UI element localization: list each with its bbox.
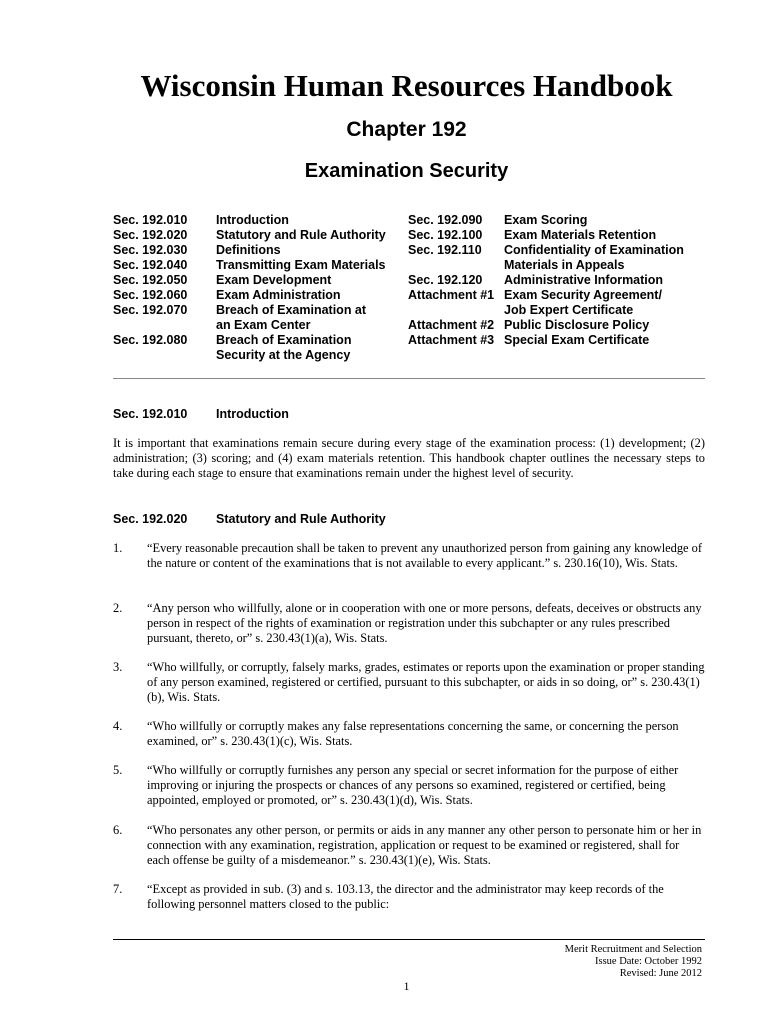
toc-section-number: Attachment #2 [408, 318, 495, 332]
toc-section-number: Sec. 192.090 [408, 213, 483, 227]
toc-section-number: Sec. 192.050 [113, 273, 188, 287]
toc-section-title: Confidentiality of Examination [504, 243, 684, 257]
toc-section-title: Exam Materials Retention [504, 228, 657, 242]
document-title: Wisconsin Human Resources Handbook [140, 68, 673, 103]
toc-section-title: Exam Development [216, 273, 332, 287]
list-item-number: 6. [113, 823, 123, 837]
list-item-text: “Who willfully or corruptly furnishes any person any special or secret information for the purpose of either improving or injuring the prospects or chances of any persons so examined, registered or certified, being appointed, employed or promoted, or” s. 230.43(1)(d), Wis. Stats. [147, 763, 679, 807]
list-item-text: “Except as provided in sub. (3) and s. 103.13, the director and the administrator may keep records of the following personnel matters closed to the public: [147, 882, 664, 911]
toc-section-title: Security at the Agency [216, 348, 351, 362]
toc-section-title: Breach of Examination at [216, 303, 367, 317]
toc-section-title: Special Exam Certificate [504, 333, 650, 347]
list-item-text: “Who willfully, or corruptly, falsely marks, grades, estimates or reports upon the examination or proper standing of any person examined, registered or certified, pursuant to this subchapter, or aids in so doing, or” s. 230.43(1)(b), Wis. Stats. [147, 660, 705, 704]
authority-list [113, 541, 705, 921]
footer-department: Merit Recruitment and Selection [564, 944, 702, 955]
toc-section-number: Sec. 192.080 [113, 333, 188, 347]
page-footer [565, 944, 702, 980]
section-number: Sec. 192.010 [113, 407, 188, 421]
list-item-text: “Who willfully or corruptly makes any false representations concerning the same, or concerning the person examined, or” s. 230.43(1)(c), Wis. Stats. [147, 719, 679, 748]
toc-section-title: Transmitting Exam Materials [216, 258, 386, 272]
toc-section-number: Sec. 192.040 [113, 258, 188, 272]
toc-section-number: Sec. 192.010 [113, 213, 188, 227]
page-number: 1 [403, 979, 410, 993]
toc-section-number: Sec. 192.110 [408, 243, 482, 257]
list-item-number: 7. [113, 882, 123, 896]
section-title: Statutory and Rule Authority [216, 512, 386, 526]
toc-section-number: Attachment #3 [408, 333, 495, 347]
toc-section-title: Job Expert Certificate [504, 303, 634, 317]
toc-section-number: Sec. 192.020 [113, 228, 188, 242]
toc-section-title: Public Disclosure Policy [504, 318, 650, 332]
toc-section-number: Sec. 192.100 [408, 228, 483, 242]
list-item-number: 1. [113, 541, 123, 555]
toc-section-number: Sec. 192.120 [408, 273, 483, 287]
footer-revised-date: Revised: June 2012 [619, 968, 702, 979]
toc-section-title: Exam Security Agreement/ [504, 288, 662, 302]
toc-section-title: Administrative Information [504, 273, 664, 287]
toc-section-title: Introduction [216, 213, 289, 227]
intro-paragraph: It is important that examinations remain secure during every stage of the examination process: (1) development; (2) administration; (3) scoring; and (4) exam materials retention. This handbook chapter outlines the necessary steps to take during each stage to ensure that examinations remain under the highest level of security. [113, 436, 705, 480]
toc-section-title: an Exam Center [216, 318, 311, 332]
list-item-text: “Who personates any other person, or permits or aids in any manner any other person to personate him or her in connection with any examination, registration, application or request to be examined or registered, shall for each offense be guilty of a misdemeanor.” s. 230.43(1)(e), Wis. Stats. [147, 823, 702, 867]
toc-section-title: Breach of Examination [216, 333, 352, 347]
footer-issue-date: Issue Date: October 1992 [594, 956, 702, 967]
chapter-heading: Chapter 192 [346, 118, 467, 141]
chapter-subtitle: Examination Security [304, 160, 509, 182]
list-item-number: 4. [113, 719, 123, 733]
footer-divider [113, 939, 705, 940]
list-item-number: 5. [113, 763, 123, 777]
toc-section-number: Sec. 192.070 [113, 303, 188, 317]
toc-section-number: Attachment #1 [408, 288, 495, 302]
toc-section-number: Sec. 192.060 [113, 288, 188, 302]
section-divider [113, 378, 705, 379]
section-title: Introduction [216, 407, 289, 421]
list-item-text: “Every reasonable precaution shall be taken to prevent any unauthorized person from gaining any knowledge of the nature or content of the examinations that is not available to every applicant.” s. 230.16(10), Wis. Stats. [147, 541, 702, 570]
toc-section-number: Sec. 192.030 [113, 243, 188, 257]
toc-section-title: Exam Administration [216, 288, 341, 302]
toc-section-title: Materials in Appeals [504, 258, 625, 272]
list-item-text: “Any person who willfully, alone or in cooperation with one or more persons, defeats, deceives or obstructs any person in respect of the rights of examination or registration under this subchapter or any rules prescribed pursuant, thereto, or” s. 230.43(1)(a), Wis. Stats. [147, 601, 702, 645]
list-item-number: 2. [113, 601, 123, 615]
toc-section-title: Exam Scoring [504, 213, 588, 227]
list-item-number: 3. [113, 660, 123, 674]
table-of-contents [113, 213, 713, 373]
toc-section-title: Definitions [216, 243, 281, 257]
section-number: Sec. 192.020 [113, 512, 188, 526]
toc-section-title: Statutory and Rule Authority [216, 228, 386, 242]
